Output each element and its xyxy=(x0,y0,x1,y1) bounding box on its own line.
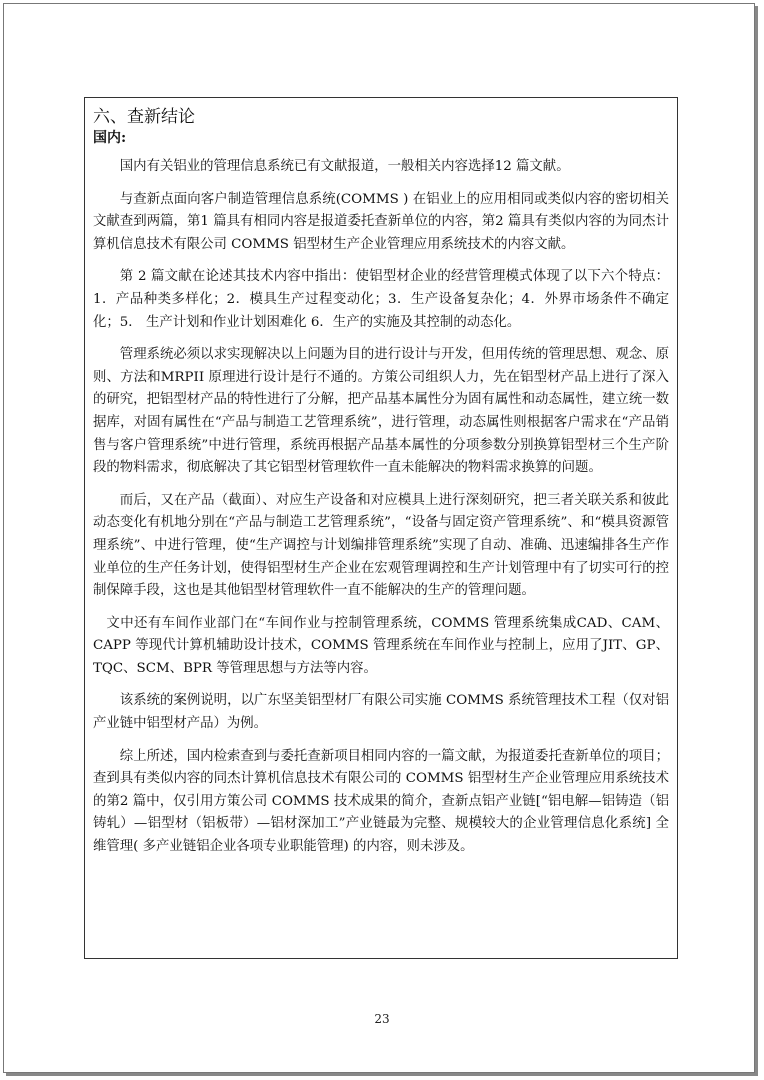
conclusion-content xyxy=(85,98,677,859)
paragraph-3: 第 2 篇文献在论述其技术内容中指出：使铝型材企业的经营管理模式体现了以下六个特点：1．产品种类多样化；2．模具生产过程变动化；3．生产设备复杂化；4．外界市场条件不确定化；5． 生产计划和作业计划困难化 6．生产的实施及其控制的动态化。 xyxy=(93,269,669,330)
page-number: 23 xyxy=(374,1012,390,1026)
domestic-heading: 国内: xyxy=(93,130,127,146)
conclusion-box xyxy=(84,97,678,959)
paragraph-5: 而后，又在产品（截面）、对应生产设备和对应模具上进行深刻研究，把三者关联关系和彼此动态变化有机地分别在“产品与制造工艺管理系统”，“设备与固定资产管理系统”、和“模具资源管理系统”、中进行管理，使“生产调控与计划编排管理系统”实现了自动、准确、迅速编排各生产作业单位的生产任务计划，使得铝型材生产企业在宏观管理调控和生产计划管理中有了切实可行的控制保障手段，这也是其他铝型材管理软件一直不能解决的生产的管理问题。 xyxy=(93,492,669,599)
paragraph-7: 该系统的案例说明，以广东坚美铝型材厂有限公司实施 COMMS 系统管理技术工程（仅对铝产业链中铝型材产品）为例。 xyxy=(93,693,669,732)
paragraph-8: 综上所述，国内检索查到与委托查新项目相同内容的一篇文献，为报道委托查新单位的项目；查到具有类似内容的同杰计算机信息技术有限公司的 COMMS 铝型材生产企业管理应用系统技术的第2 篇中，仅引用方策公司 COMMS 技术成果的简介，查新点铝产业链[“铝电解—铝铸造（铝铸轧）—铝型材（铝板带）—铝材深加工”产业链最为完整、规模较大的企业管理信息化系统] 全维管理( 多产业链铝企业各项专业职能管理) 的内容，则未涉及。 xyxy=(93,748,669,855)
paragraph-4: 管理系统必须以求实现解决以上问题为目的进行设计与开发，但用传统的管理思想、观念、原则、方法和MRPII 原理进行设计是行不通的。方策公司组织人力，先在铝型材产品上进行了深入的研究，把铝型材产品的特性进行了分解，把产品基本属性分为固有属性和动态属性，建立统一数据库，对固有属性在“产品与制造工艺管理系统”，进行管理，动态属性则根据客户需求在“产品销售与客户管理系统”中进行管理，系统再根据产品基本属性的分项参数分别换算铝型材三个生产阶段的物料需求，彻底解决了其它铝型材管理软件一直未能解决的物料需求换算的问题。 xyxy=(93,347,669,476)
paragraph-2: 与查新点面向客户制造管理信息系统(COMMS ) 在铝业上的应用相同或类似内容的密切相关文献查到两篇，第1 篇具有相同内容是报道委托查新单位的内容，第2 篇具有类似内容的为同杰计算机信息技术有限公司 COMMS 铝型材生产企业管理应用系统技术的内容文献。 xyxy=(93,191,669,252)
paragraph-1: 国内有关铝业的管理信息系统已有文献报道，一般相关内容选择12 篇文献。 xyxy=(119,159,570,174)
paragraph-6: 文中还有车间作业部门在“车间作业与控制管理系统，COMMS 管理系统集成CAD、CAM、CAPP 等现代计算机辅助设计技术，COMMS 管理系统在车间作业与控制上，应用了JIT、GP、TQC、SCM、BPR 等管理思想与方法等内容。 xyxy=(93,615,669,676)
section-title: 六、查新结论 xyxy=(93,107,195,127)
